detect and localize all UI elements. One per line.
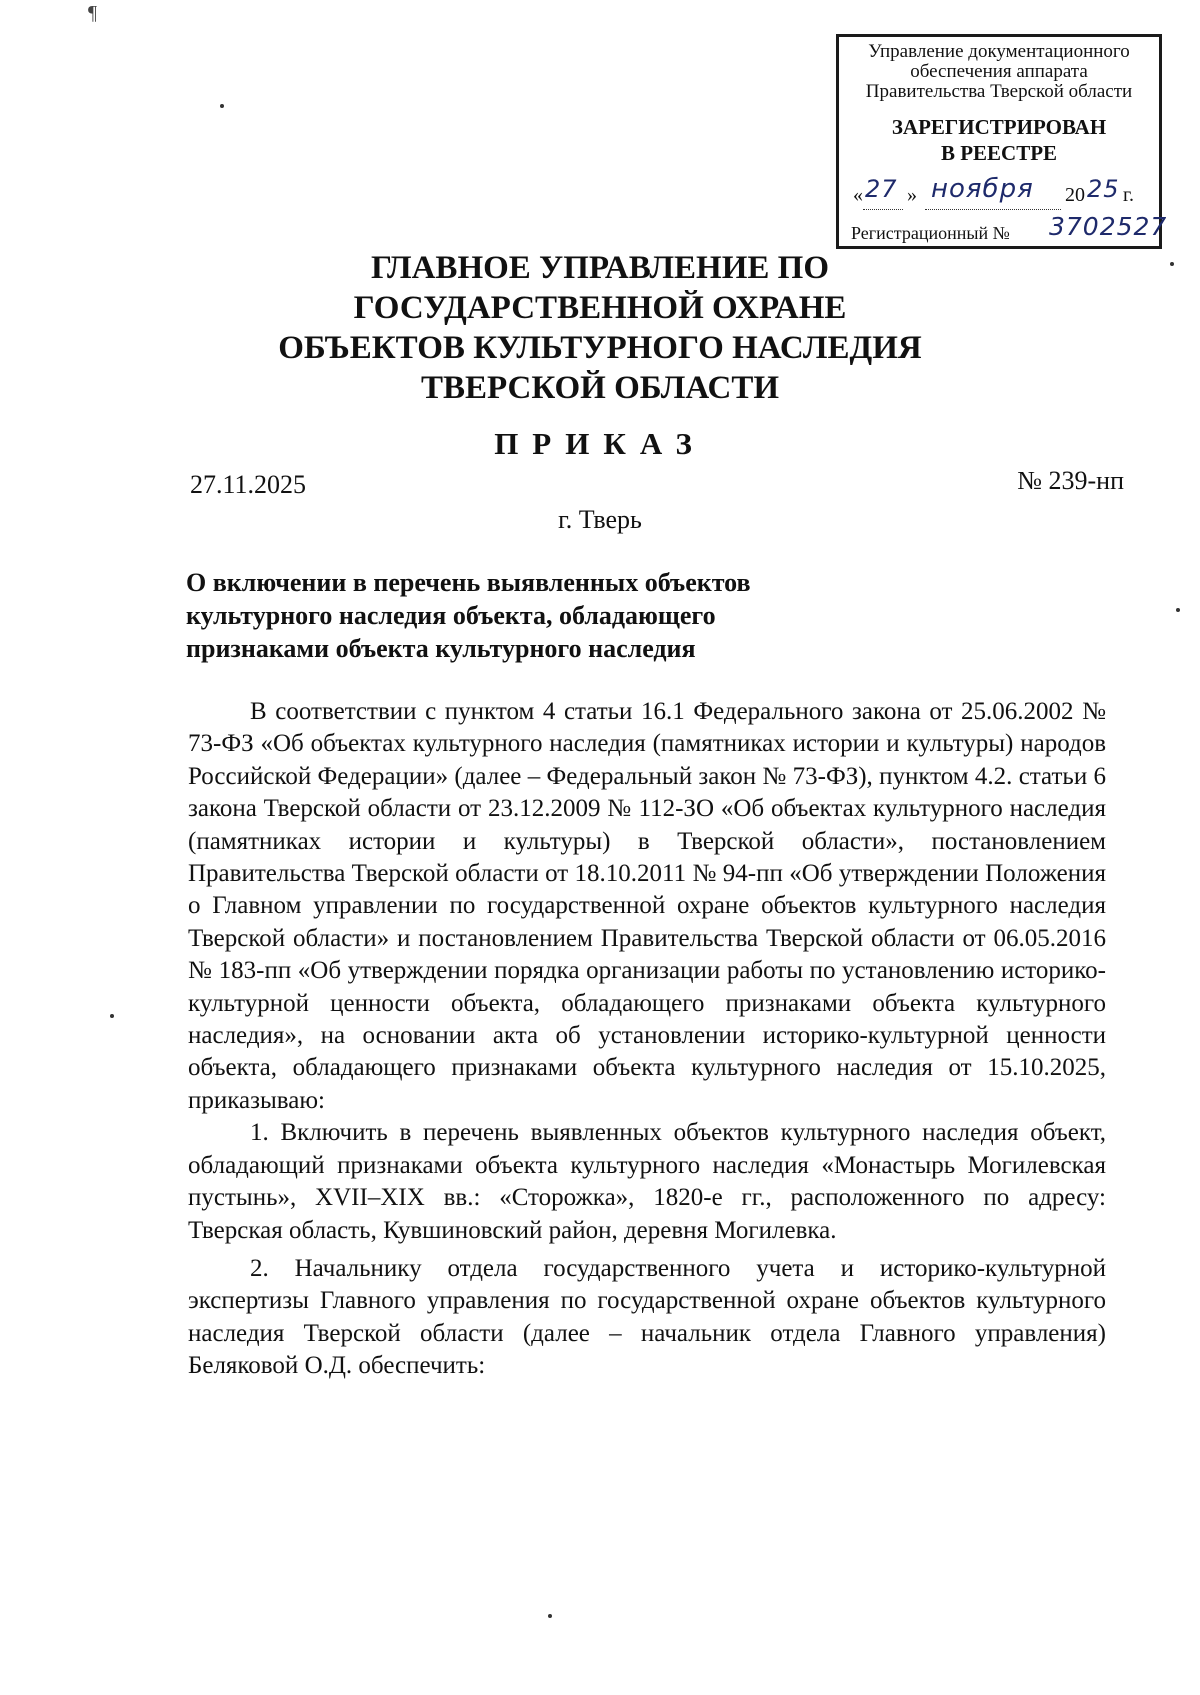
scan-speck <box>1176 608 1180 612</box>
stamp-regnum-line <box>851 212 1168 247</box>
organization-title-line: ГОСУДАРСТВЕННОЙ ОХРАНЕ <box>353 290 847 326</box>
subject-line: О включении в перечень выявленных объектов <box>186 568 751 597</box>
scan-speck <box>110 1014 114 1018</box>
margin-mark: ¶ <box>88 2 98 24</box>
subject-line: культурного наследия объекта, обладающего <box>186 601 716 630</box>
stamp-close-quote: » <box>907 184 917 206</box>
scan-speck <box>548 1614 552 1618</box>
scan-speck <box>220 104 224 108</box>
order-item-1: 1. Включить в перечень выявленных объектов культурного наследия объект, обладающий признаками объекта культурного наследия «Монастырь Могилевская пустынь», XVII–XIX вв.: «Сторожка», 1820-е гг., расположенного по адресу: Тверская область, Кувшиновский район, деревня Могилевка. <box>188 1119 1106 1244</box>
subject-line: признаками объекта культурного наследия <box>186 634 696 663</box>
stamp-handwritten-year: 25 <box>1087 175 1120 203</box>
stamp-org-line: обеспечения аппарата <box>910 61 1088 82</box>
stamp-date-line <box>853 174 1153 213</box>
stamp-year-prefix: 20 <box>1065 184 1085 206</box>
order-item-2: 2. Начальнику отдела государственного учета и историко-культурной экспертизы Главного управления по государственной охране объектов культурного наследия Тверской области (далее – начальник отдела Главного управления) Беляковой О.Д. обеспечить: <box>188 1254 1106 1380</box>
organization-title-line: ТВЕРСКОЙ ОБЛАСТИ <box>420 370 780 406</box>
organization-title-line: ГЛАВНОЕ УПРАВЛЕНИЕ ПО <box>371 250 829 286</box>
stamp-org-line: Управление документационного <box>868 41 1130 62</box>
document-date: 27.11.2025 <box>190 470 307 499</box>
document-body <box>188 696 1106 1383</box>
stamp-handwritten-month: ноября <box>931 174 1034 204</box>
stamp-handwritten-regnum: 3702527 <box>1049 212 1168 241</box>
document-subject <box>186 566 826 665</box>
stamp-org-line: Правительства Тверской области <box>865 81 1133 102</box>
document-number: № 239-нп <box>1017 466 1124 495</box>
stamp-month-underline <box>925 209 1061 210</box>
stamp-year-abbr: г. <box>1123 184 1134 206</box>
stamp-title <box>839 114 1159 166</box>
stamp-day-underline <box>863 209 903 210</box>
organization-title <box>200 248 1000 408</box>
scan-speck <box>1170 262 1174 266</box>
stamp-open-quote: « <box>853 184 863 206</box>
stamp-handwritten-day: 27 <box>865 175 898 203</box>
stamp-regnum-label: Регистрационный № <box>851 223 1010 243</box>
organization-title-line: ОБЪЕКТОВ КУЛЬТУРНОГО НАСЛЕДИЯ <box>278 330 922 366</box>
registration-stamp <box>836 34 1168 249</box>
preamble-paragraph: В соответствии с пунктом 4 статьи 16.1 Федерального закона от 25.06.2002 № 73-ФЗ «Об объектах культурного наследия (памятниках истории и культуры) народов Российской Федерации» (далее – Федеральный закон № 73-ФЗ), пунктом 4.2. статьи 6 закона Тверской области от 23.12.2009 № 112-ЗО «Об объектах культурного наследия (памятниках истории и культуры) в Тверской области», постановлением Правительства Тверской области от 18.10.2011 № 94-пп «Об утверждении Положения о Главном управлении по государственной охране объектов культурного наследия Тверской области» и постановлением Правительства Тверской области от 06.05.2016 № 183-пп «Об утверждении порядка организации работы по установлению историко-культурной ценности объекта, обладающего признаками объекта культурного наследия», на основании акта об установлении историко-культурной ценности объекта, обладающего признаками объекта культурного наследия от 15.10.2025, приказываю: <box>188 698 1106 1114</box>
document-city: г. Тверь <box>558 505 642 534</box>
stamp-title-line: ЗАРЕГИСТРИРОВАН <box>891 115 1107 139</box>
document-type-title: ПРИКАЗ <box>494 426 706 461</box>
stamp-title-line: В РЕЕСТРЕ <box>940 141 1058 165</box>
